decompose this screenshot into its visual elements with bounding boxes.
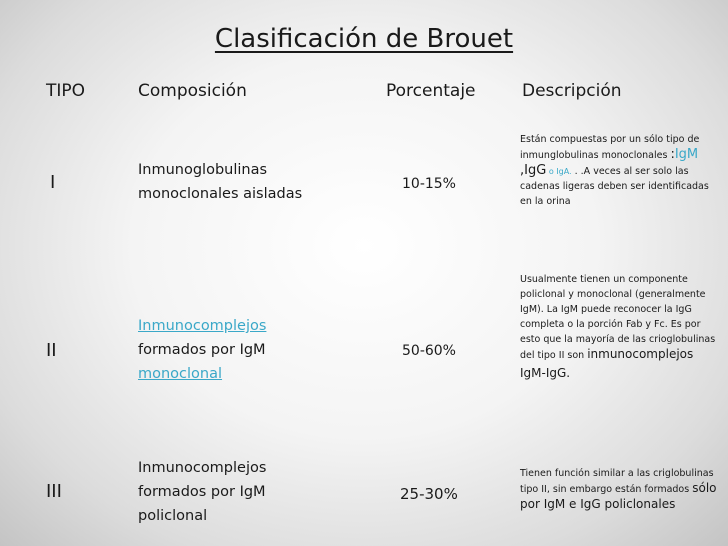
row-3-desc-line: por IgM e IgG policlonales: [520, 497, 676, 511]
row-2-desc-line: completa o la porción Fab y Fc. Es por: [520, 319, 701, 330]
row-2-composicion: [138, 314, 266, 386]
row-1-desc-line: [520, 163, 728, 179]
row-1-desc-text: . .A veces al ser solo las: [571, 166, 689, 177]
row-2-tipo: II: [46, 340, 57, 361]
row-1-desc-igm-link[interactable]: IgM: [674, 147, 699, 162]
row-2-porcentaje: 50-60%: [402, 343, 456, 359]
inmunocomplejos-link[interactable]: Inmunocomplejos: [138, 318, 267, 334]
row-2-composicion-line: formados por IgM: [138, 342, 266, 358]
row-1-porcentaje: 10-15%: [402, 176, 456, 192]
row-2-descripcion: [520, 272, 728, 383]
monoclonal-link[interactable]: monoclonal: [138, 366, 223, 382]
row-3-desc-text: tipo II, sin embargo están formados: [520, 484, 693, 495]
row-1-tipo: I: [50, 172, 56, 193]
row-3-desc-solo: sólo: [692, 481, 717, 495]
row-1-descripcion: [520, 132, 728, 209]
header-porcentaje: Porcentaje: [386, 81, 476, 101]
row-2-desc-inmunocomplejos: inmunocomplejos: [587, 347, 694, 361]
row-1-desc-line: [520, 147, 728, 163]
row-3-composicion-line: policlonal: [138, 508, 208, 524]
row-3-descripcion: [520, 466, 728, 512]
row-2-desc-line: IgM-IgG.: [520, 366, 571, 380]
row-3-composicion-line: formados por IgM: [138, 484, 266, 500]
page-title: Clasificación de Brouet: [214, 24, 514, 54]
row-3-porcentaje: 25-30%: [400, 485, 458, 503]
row-2-desc-line: esto que la mayoría de las crioglobulinas: [520, 334, 716, 345]
row-1-desc-colon: :: [670, 147, 675, 162]
row-2-desc-line: Usualmente tienen un componente: [520, 274, 688, 285]
row-2-desc-text: del tipo II son: [520, 350, 588, 361]
row-2-desc-line: [520, 347, 728, 363]
header-descripcion: Descripción: [522, 81, 622, 101]
row-1-desc-line: cadenas ligeras deben ser identificadas: [520, 181, 709, 192]
row-1-desc-igg: ,IgG: [520, 163, 547, 178]
row-3-tipo: III: [46, 481, 62, 502]
row-3-composicion: [138, 456, 266, 528]
row-1-desc-line: Están compuestas por un sólo tipo de: [520, 134, 700, 145]
row-1-composicion-line: monoclonales aisladas: [138, 186, 303, 202]
row-1-composicion: [138, 158, 302, 206]
row-2-desc-line: IgM). La IgM puede reconocer la IgG: [520, 304, 692, 315]
header-composicion: Composición: [138, 81, 247, 101]
row-2-desc-line: policlonal y monoclonal (generalmente: [520, 289, 706, 300]
row-1-desc-iga: o IgA.: [546, 167, 572, 176]
row-1-desc-text: inmunglobulinas monoclonales: [520, 150, 671, 161]
row-3-composicion-line: Inmunocomplejos: [138, 460, 267, 476]
row-3-desc-line: Tienen función similar a las criglobulinas: [520, 468, 714, 479]
header-tipo: TIPO: [46, 81, 86, 101]
row-1-desc-line: en la orina: [520, 196, 571, 207]
row-3-desc-line: [520, 481, 728, 497]
row-1-composicion-line: Inmunoglobulinas: [138, 162, 268, 178]
